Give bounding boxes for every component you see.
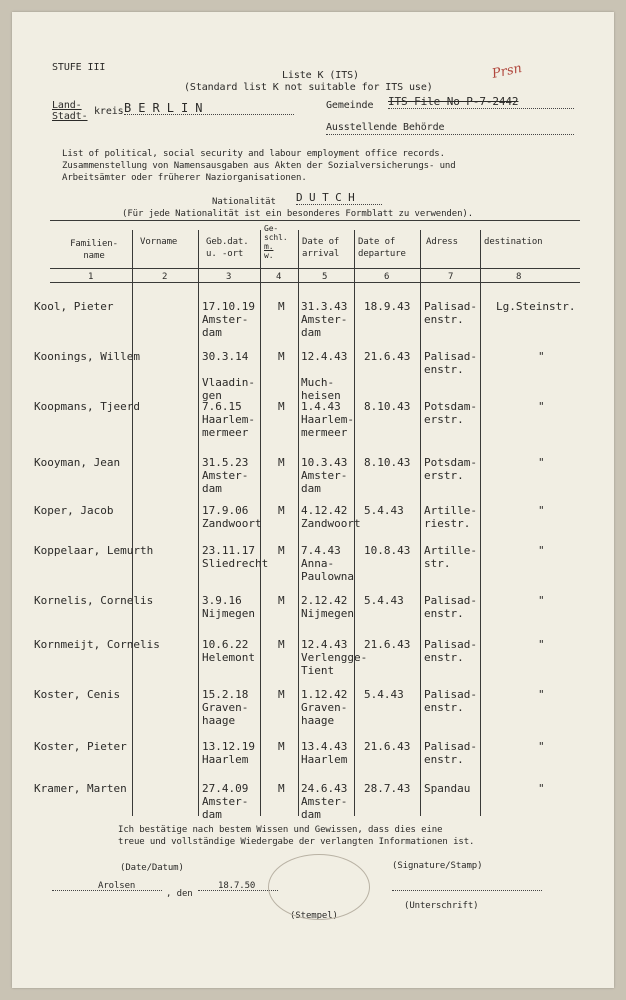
cell-arrival [301,300,347,339]
cell-line: 1.4.43 [301,400,341,413]
col-number: 8 [516,272,522,282]
col-header-destination: destination [484,237,543,247]
cell-address [424,740,477,766]
cell-line: erstr. [424,413,464,426]
col-number: 3 [226,272,232,282]
cell-line: Nijmegen [301,607,354,620]
cell-line: mermeer [202,426,249,439]
col-number: 1 [88,272,94,282]
cell-line: 12.4.43 [301,638,348,651]
liste-title: Liste K (ITS) [282,70,359,81]
col-header-address: Adress [426,237,458,247]
cell-line: Amster- [301,469,348,482]
stufe-label: STUFE III [52,62,106,73]
cell-line: Haarlem- [301,413,354,426]
cell-birth [202,544,268,570]
date-value: 18.7.50 [218,881,256,891]
cell-line: Palisad- [424,594,477,607]
cell-address [424,504,477,530]
cell-line: enstr. [424,313,464,326]
cell-destination: Lg.Steinstr. [496,300,576,313]
nationality-label: Nationalität [212,197,276,207]
cell-sex: M [278,688,285,701]
cell-birth [202,456,248,495]
cell-line: riestr. [424,517,471,530]
cell-line: dam [202,482,222,495]
stadt-label: Stadt- [52,111,88,122]
certification-line-1: Ich bestätige nach bestem Wissen und Gewissen, dass dies eine [118,825,443,835]
cell-line [202,363,255,376]
cell-line: 31.5.23 [202,456,249,469]
col-header-geschlecht: Ge- schl. m. w. [264,224,288,260]
col-number: 7 [448,272,454,282]
cell-sex: M [278,638,285,651]
cell-departure: 8.10.43 [364,400,411,413]
cell-line: 27.4.09 [202,782,249,795]
cell-arrival [301,782,347,821]
col-header-familienname: Familien- name [70,239,118,261]
ausstellende-behoerde: Ausstellende Behörde [326,122,574,135]
cell-line: Vlaadin- [202,376,255,389]
col-header-geburt: Geb.dat. u. -ort [206,237,249,259]
cell-name: Koonings, Willem [34,350,140,363]
cell-arrival [301,594,354,620]
cell-line: enstr. [424,607,464,620]
cell-birth [202,638,255,664]
cell-departure: 18.9.43 [364,300,411,313]
col-number: 5 [322,272,328,282]
cell-address [424,782,470,795]
cell-birth [202,688,248,727]
cell-sex: M [278,400,285,413]
cell-line: Paulowna [301,570,354,583]
cell-name: Koper, Jacob [34,504,114,517]
cell-arrival [301,504,361,530]
date-line [198,890,278,891]
table-row [12,400,614,460]
cell-line: Verlengge- [301,651,368,664]
table-number-rule [50,282,580,283]
cell-departure: 5.4.43 [364,594,404,607]
document-page [12,12,614,988]
description-line-3: Arbeitsämter oder früherer Naziorganisationen. [62,173,307,183]
cell-departure: 21.6.43 [364,740,411,753]
cell-departure: 10.8.43 [364,544,411,557]
cell-address [424,300,477,326]
signature-line [392,890,542,891]
table-row [12,688,614,748]
cell-line: 30.3.14 [202,350,249,363]
col-number: 4 [276,272,282,282]
cell-name: Koster, Pieter [34,740,127,753]
stempel-label: (Stempel) [290,911,338,921]
cell-sex: M [278,594,285,607]
cell-destination: " [538,400,545,413]
cell-address [424,544,477,570]
cell-line: 17.10.19 [202,300,255,313]
cell-line: Helemont [202,651,255,664]
cell-address [424,688,477,714]
description-line-2: Zusammenstellung von Namensausgaben aus Akten der Sozialversicherungs- und [62,161,456,171]
cell-line: 12.4.43 [301,350,348,363]
cell-line: Potsdam- [424,400,477,413]
cell-line: Zandwoort [202,517,262,530]
cell-address [424,400,477,426]
cell-destination: " [538,688,545,701]
cell-address [424,350,477,376]
cell-line: Amster- [301,795,348,808]
cell-name: Kramer, Marten [34,782,127,795]
kreis-value: B E R L I N [124,102,294,115]
cell-departure: 8.10.43 [364,456,411,469]
col-number: 6 [384,272,390,282]
cell-address [424,456,477,482]
table-header-rule [50,268,580,269]
cell-line: Zandwoort [301,517,361,530]
cell-line: Palisad- [424,638,477,651]
description-line-1: List of political, social security and labour employment office records. [62,149,445,159]
nationality-note: (Für jede Nationalität ist ein besonderes Formblatt zu verwenden). [122,209,474,219]
date-label: (Date/Datum) [120,863,184,873]
cell-line [301,363,347,376]
cell-line: mermeer [301,426,348,439]
col-number: 2 [162,272,168,282]
cell-line: Spandau [424,782,471,795]
cell-destination: " [538,594,545,607]
cell-birth [202,300,255,339]
den-label: , den [166,889,193,899]
nationality-value: D U T C H [296,192,382,205]
cell-destination: " [538,504,545,517]
cell-name: Kornelis, Cornelis [34,594,154,607]
liste-subtitle: (Standard list K not suitable for ITS use) [184,82,433,93]
certification-line-2: treue und vollständige Wiedergabe der verlangten Informationen ist. [118,837,475,847]
cell-line: Artille- [424,504,477,517]
cell-destination: " [538,544,545,557]
kreis-label: kreis [94,106,124,117]
cell-line: 13.4.43 [301,740,348,753]
official-stamp [268,854,370,920]
cell-sex: M [278,300,285,313]
cell-line: 10.6.22 [202,638,249,651]
cell-line: Haarlem [202,753,249,766]
cell-arrival [301,740,347,766]
handwritten-mark: Prsn [490,61,524,82]
cell-line: 7.6.15 [202,400,242,413]
cell-line: gen [202,389,222,402]
cell-address [424,638,477,664]
cell-arrival [301,544,354,583]
cell-line: Haarlem- [202,413,255,426]
cell-line: Graven- [202,701,249,714]
cell-name: Koster, Cenis [34,688,121,701]
unterschrift-label: (Unterschrift) [404,901,479,911]
cell-line: 23.11.17 [202,544,255,557]
cell-line: Tient [301,664,335,677]
cell-line: haage [301,714,335,727]
cell-line: dam [301,808,321,821]
cell-sex: M [278,504,285,517]
cell-name: Koopmans, Tjeerd [34,400,140,413]
cell-departure: 5.4.43 [364,688,404,701]
cell-arrival [301,350,347,402]
cell-birth [202,782,248,821]
cell-sex: M [278,782,285,795]
cell-line: str. [424,557,451,570]
cell-line: 7.4.43 [301,544,341,557]
cell-destination: " [538,782,545,795]
cell-line: haage [202,714,236,727]
cell-line: Potsdam- [424,456,477,469]
cell-line: 1.12.42 [301,688,348,701]
cell-line: dam [202,808,222,821]
cell-arrival [301,688,347,727]
cell-line: 3.9.16 [202,594,242,607]
cell-birth [202,594,255,620]
cell-line: 31.3.43 [301,300,348,313]
col-header-arrival: Date of arrival [302,237,340,259]
cell-line: erstr. [424,469,464,482]
cell-birth [202,740,255,766]
cell-line: enstr. [424,363,464,376]
cell-line: Nijmegen [202,607,255,620]
cell-line: 17.9.06 [202,504,249,517]
cell-line: dam [301,482,321,495]
cell-address [424,594,477,620]
cell-arrival [301,638,367,677]
cell-birth [202,400,255,439]
cell-name: Kooyman, Jean [34,456,121,469]
cell-line: enstr. [424,701,464,714]
cell-line: enstr. [424,651,464,664]
place-line [52,890,162,891]
cell-name: Koppelaar, Lemurth [34,544,154,557]
cell-line: dam [301,326,321,339]
place-value: Arolsen [98,881,136,891]
cell-line: Anna- [301,557,335,570]
cell-sex: M [278,350,285,363]
cell-line: Palisad- [424,688,477,701]
cell-line: Palisad- [424,300,477,313]
cell-line: 4.12.42 [301,504,348,517]
cell-line: 2.12.42 [301,594,348,607]
cell-departure: 21.6.43 [364,638,411,651]
cell-line: Amster- [202,313,249,326]
cell-destination: " [538,740,545,753]
cell-line: 15.2.18 [202,688,249,701]
its-file-number: ITS File No P-7-2442 [388,96,574,109]
cell-line: 13.12.19 [202,740,255,753]
cell-line: Haarlem [301,753,348,766]
cell-sex: M [278,544,285,557]
table-top-rule [50,220,580,221]
cell-line: Artille- [424,544,477,557]
cell-line: Graven- [301,701,348,714]
cell-line: 10.3.43 [301,456,348,469]
col-header-vorname: Vorname [140,237,178,247]
cell-line: Sliedrecht [202,557,269,570]
cell-departure: 5.4.43 [364,504,404,517]
cell-line: 24.6.43 [301,782,348,795]
cell-departure: 28.7.43 [364,782,411,795]
cell-arrival [301,400,354,439]
cell-destination: " [538,456,545,469]
cell-line: dam [202,326,222,339]
cell-name: Kool, Pieter [34,300,114,313]
cell-birth [202,504,262,530]
cell-line: Amster- [202,795,249,808]
cell-line: Palisad- [424,350,477,363]
col-header-departure: Date of departure [358,237,406,259]
cell-arrival [301,456,347,495]
cell-line: Palisad- [424,740,477,753]
gemeinde-label: Gemeinde [326,100,374,111]
land-label: Land- [52,100,82,111]
cell-line: Amster- [301,313,348,326]
cell-sex: M [278,740,285,753]
cell-line: Much- [301,376,335,389]
cell-name: Kornmeijt, Cornelis [34,638,160,651]
cell-destination: " [538,638,545,651]
cell-sex: M [278,456,285,469]
signature-label: (Signature/Stamp) [392,861,483,871]
cell-line: enstr. [424,753,464,766]
cell-line: Amster- [202,469,249,482]
cell-birth [202,350,255,402]
cell-line: heisen [301,389,341,402]
cell-departure: 21.6.43 [364,350,411,363]
cell-destination: " [538,350,545,363]
